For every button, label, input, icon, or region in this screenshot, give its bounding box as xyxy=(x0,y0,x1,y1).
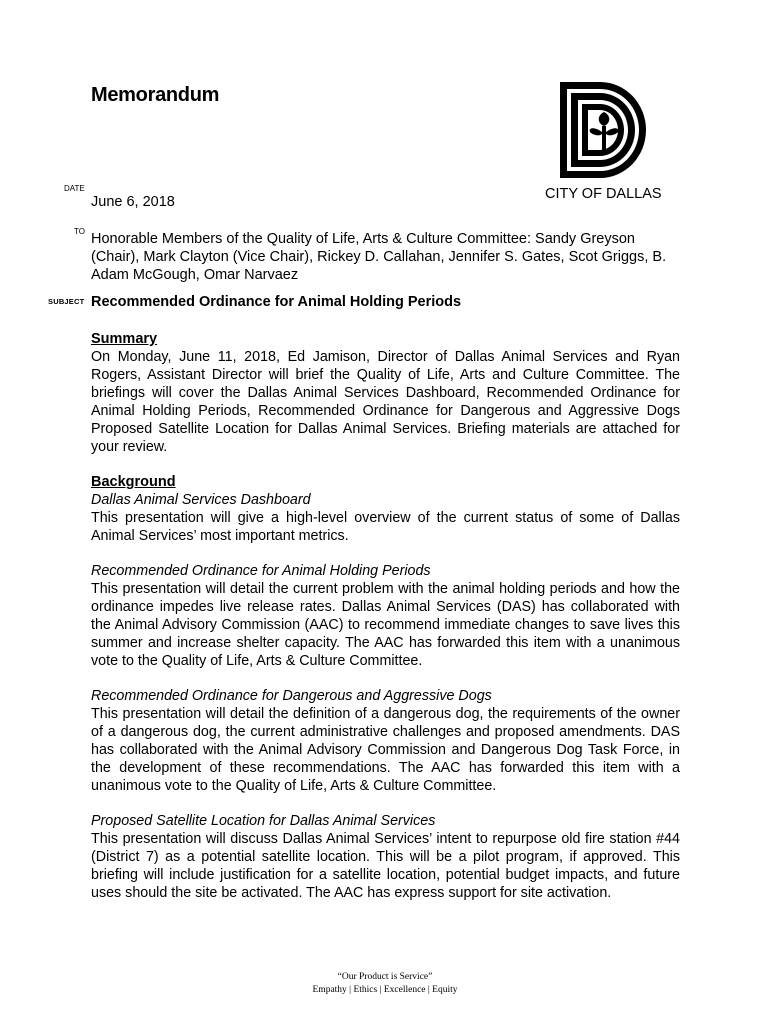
memo-recipients: Honorable Members of the Quality of Life, Arts & Culture Committee: Sandy Greyson (Chair), Mark Clayton (Vice Chair), Rickey D. Callahan, Jennifer S. Gates, Scot Griggs, B. Adam McGough, Omar Narvaez xyxy=(91,231,667,283)
section-title-satellite-location: Proposed Satellite Location for Dallas Animal Services xyxy=(91,813,436,829)
section-title-dangerous-dogs: Recommended Ordinance for Dangerous and Aggressive Dogs xyxy=(91,688,492,704)
footer xyxy=(0,971,770,997)
summary-text: On Monday, June 11, 2018, Ed Jamison, Director of Dallas Animal Services and Ryan Rogers, Assistant Director will brief the Quality of Life, Arts and Culture Committee. The briefings will cover the Dallas Animal Services Dashboard, Recommended Ordinance for Animal Holding Periods, Recommended Ordinance for Dangerous and Aggressive Dogs Proposed Satellite Location for Dallas Animal Services. Briefing materials are attached for your review. xyxy=(91,349,680,455)
memo-date: June 6, 2018 xyxy=(91,194,175,210)
city-of-dallas-logo-icon xyxy=(560,82,652,178)
section-text-satellite-location: This presentation will discuss Dallas Animal Services’ intent to repurpose old fire station #44 (District 7) as a potential satellite location. This will be a pilot program, if approved. This briefing will include justification for a satellite location, potential budget impacts, and future uses should the site be activated. The AAC has express support for site activation. xyxy=(91,831,680,901)
footer-motto: “Our Product is Service” xyxy=(337,972,433,982)
summary-heading: Summary xyxy=(91,331,158,347)
section-text-dangerous-dogs: This presentation will detail the definition of a dangerous dog, the requirements of the owner of a dangerous dog, the current administrative challenges and proposed amendments. DAS has collaborated with the Animal Advisory Commission and Dangerous Dog Task Force, in the development of these recommendations. The AAC has forwarded this item with a unanimous vote to the Quality of Life, Arts & Culture Committee. xyxy=(91,706,680,794)
memo-title: Memorandum xyxy=(91,84,220,106)
section-text-dashboard: This presentation will give a high-level overview of the current status of some of Dallas Animal Services’ most important metrics. xyxy=(91,510,680,544)
to-label: TO xyxy=(74,227,85,236)
section-text-holding-periods: This presentation will detail the current problem with the animal holding periods and how the ordinance impedes live release rates. Dallas Animal Services (DAS) has collaborated with the Animal Advisory Commission (AAC) to recommend immediate changes to save lives this summer and increase shelter capacity. The AAC has forwarded this item with a unanimous vote to the Quality of Life, Arts & Culture Committee. xyxy=(91,581,680,669)
memo-subject: Recommended Ordinance for Animal Holding Periods xyxy=(91,294,462,310)
memo-body xyxy=(91,330,680,902)
subject-label: SUBJECT xyxy=(48,297,85,306)
footer-values: Empathy | Ethics | Excellence | Equity xyxy=(312,985,458,995)
date-label: DATE xyxy=(64,184,85,193)
city-name: CITY OF DALLAS xyxy=(545,186,662,202)
section-title-holding-periods: Recommended Ordinance for Animal Holding Periods xyxy=(91,563,431,579)
section-title-dashboard: Dallas Animal Services Dashboard xyxy=(91,492,311,508)
background-heading: Background xyxy=(91,474,176,490)
